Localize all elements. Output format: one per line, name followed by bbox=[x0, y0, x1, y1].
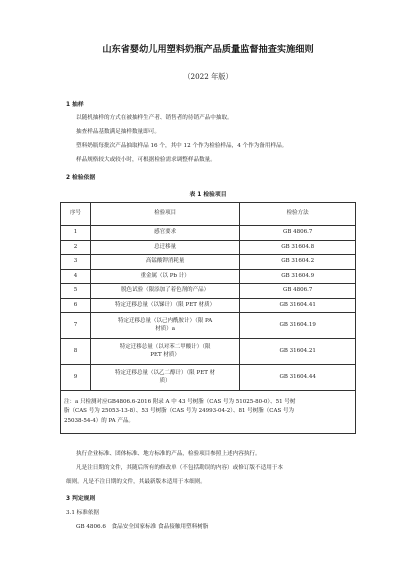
cell-no: 3 bbox=[61, 255, 91, 270]
document-title: 山东省婴幼儿用塑料奶瓶产品质量监督抽查实施细则 bbox=[102, 44, 314, 55]
cell-item-line: 质） bbox=[159, 377, 171, 384]
cell-method: GB 31604.21 bbox=[240, 339, 356, 365]
document-subtitle: （2022 年版） bbox=[183, 72, 233, 81]
cell-method: GB 31604.2 bbox=[240, 255, 356, 270]
cell-method: GB 31604.8 bbox=[240, 240, 356, 255]
table-note-line: 脂（CAS 号为 25053-13-8）、53 号树脂（CAS 号为 24993-04-2）、81 号树脂（CAS 号为 bbox=[64, 408, 295, 415]
cell-item bbox=[90, 339, 239, 365]
cell-no: 6 bbox=[61, 298, 91, 313]
cell-item-line: 特定迁移总量（以乙二醇计）（限 PET 材 bbox=[115, 370, 216, 377]
table-row bbox=[61, 255, 356, 270]
standard-reference: GB 4806.6 食品安全国家标准 食品接触用塑料树脂 bbox=[76, 524, 209, 530]
section-2-heading: 2 检验依据 bbox=[66, 175, 96, 181]
table-row bbox=[61, 240, 356, 255]
cell-no: 4 bbox=[61, 269, 91, 284]
cell-method: GB 4806.7 bbox=[240, 226, 356, 241]
table-row bbox=[61, 313, 356, 339]
cell-item-line: 特定迁移总量（以对苯二甲酸计）（限 bbox=[119, 344, 211, 351]
section-1-para: 样品规格较大或较小时，可根据检验需求调整样品数量。 bbox=[76, 157, 216, 163]
section-1-para: 塑料奶瓶每批次产品抽取样品 16 个，其中 12 个作为检验样品，4 个作为备用样品。 bbox=[76, 143, 288, 149]
cell-item: 高锰酸钾消耗量 bbox=[90, 255, 239, 270]
cell-no: 5 bbox=[61, 284, 91, 299]
cell-no: 8 bbox=[61, 339, 91, 365]
table-row bbox=[61, 298, 356, 313]
cell-item-line: PET 材质） bbox=[150, 351, 180, 358]
cell-no: 2 bbox=[61, 240, 91, 255]
table-header-row bbox=[61, 203, 356, 226]
cell-item: 脱色试验（限添加了着色剂的产品） bbox=[90, 284, 239, 299]
cell-method: GB 31604.41 bbox=[240, 298, 356, 313]
header-no: 序号 bbox=[61, 203, 91, 226]
section-2-para: 凡是注日期的文件，其随后所有的修改单（不包括勘误的内容）或修订版不适用于本 bbox=[76, 465, 283, 471]
table-row bbox=[61, 226, 356, 241]
section-2-para: 执行企业标准、团体标准、地方标准的产品，检验项目参照上述内容执行。 bbox=[76, 451, 261, 457]
inspection-items-table bbox=[60, 202, 356, 434]
section-1-heading: 1 抽样 bbox=[66, 102, 84, 108]
table-note-row bbox=[61, 391, 356, 434]
table-note-line: 25038-54-4）的 PA 产品。 bbox=[64, 417, 134, 424]
section-2-para: 细则。凡是不注日期的文件，其最新版本适用于本细则。 bbox=[66, 479, 206, 485]
cell-item bbox=[90, 313, 239, 339]
cell-item bbox=[90, 365, 239, 391]
cell-no: 1 bbox=[61, 226, 91, 241]
cell-method: GB 31604.9 bbox=[240, 269, 356, 284]
cell-item: 总迁移量 bbox=[90, 240, 239, 255]
cell-item: 特定迁移总量（以锑计）（限 PET 材质） bbox=[90, 298, 239, 313]
table-note-line: 注：a 只检测对应GB4806.6-2016 附录 A 中 43 号树脂（CAS 号为 51025-80-0）、51 号树 bbox=[64, 399, 296, 406]
table-row bbox=[61, 269, 356, 284]
header-item: 检验项目 bbox=[90, 203, 239, 226]
table-row bbox=[61, 339, 356, 365]
table-row bbox=[61, 284, 356, 299]
cell-method: GB 31604.19 bbox=[240, 313, 356, 339]
cell-item-line: 材质）a bbox=[155, 325, 176, 332]
cell-item-line: 特定迁移总量（以己内酰胺计）（限 PA bbox=[118, 318, 213, 325]
cell-method: GB 31604.44 bbox=[240, 365, 356, 391]
cell-item: 重金属（以 Pb 计） bbox=[90, 269, 239, 284]
header-method: 检验方法 bbox=[240, 203, 356, 226]
section-3-heading: 3 判定规则 bbox=[66, 496, 96, 502]
cell-method: GB 4806.7 bbox=[240, 284, 356, 299]
section-1-para: 以随机抽样的方式在被抽样生产者、销售者的待销产品中抽取。 bbox=[76, 115, 233, 121]
section-1-para: 抽查样品基数满足抽样数量即可。 bbox=[76, 129, 160, 135]
cell-no: 7 bbox=[61, 313, 91, 339]
cell-item: 感官要求 bbox=[90, 226, 239, 241]
table-row bbox=[61, 365, 356, 391]
table-note bbox=[61, 391, 356, 434]
table-caption: 表 1 检验项目 bbox=[189, 192, 227, 198]
section-3-subheading: 3.1 标准依据 bbox=[66, 510, 100, 516]
cell-no: 9 bbox=[61, 365, 91, 391]
